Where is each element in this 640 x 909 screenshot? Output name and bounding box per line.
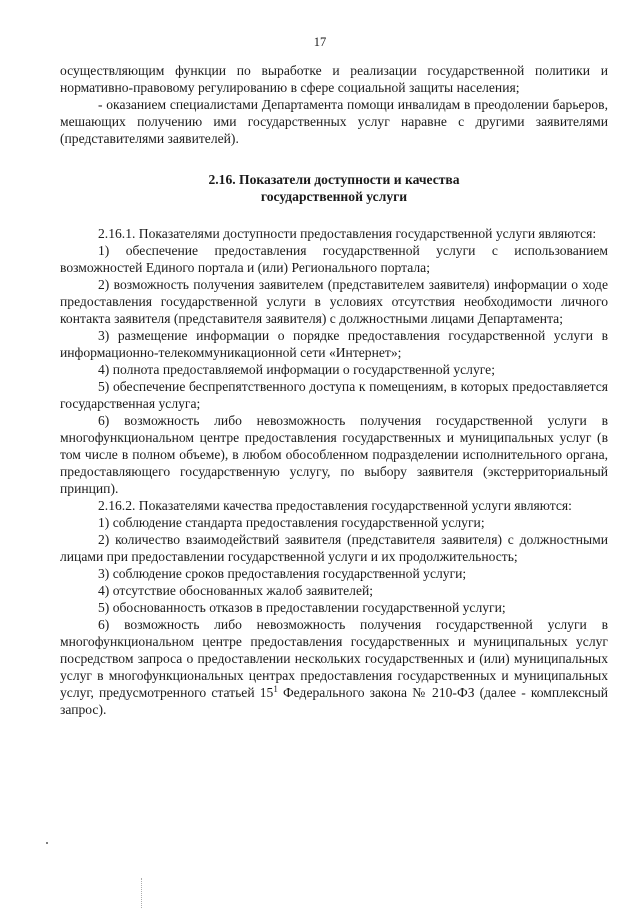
list-item: 4) полнота предоставляемой информации о государственной услуге; bbox=[98, 362, 495, 377]
paragraph-continuation: осуществляющим функции по выработке и реализации государственной политики и нормативно-правовому регулированию в сфере социальной защиты населения; bbox=[60, 63, 608, 95]
list-item-last bbox=[60, 616, 608, 718]
list-item-last-tail: Федерального закона № 210-ФЗ (далее - комплексный запрос). bbox=[60, 685, 608, 717]
list-item: 3) размещение информации о порядке предоставления государственной услуги в информационно-телекоммуникационной сети «Интернет»; bbox=[60, 328, 608, 360]
section-heading-line-1: 2.16. Показатели доступности и качества bbox=[208, 172, 460, 187]
list-item: 3) соблюдение сроков предоставления государственной услуги; bbox=[98, 566, 467, 581]
paragraph-assistance: - оказанием специалистами Департамента помощи инвалидам в преодолении барьеров, мешающих получению ими государственных услуг наравне с другими заявителями (представителями заявителей). bbox=[60, 97, 608, 146]
page-number: 17 bbox=[313, 35, 327, 49]
list-item: 4) отсутствие обоснованных жалоб заявителей; bbox=[98, 583, 374, 598]
list-item: 1) соблюдение стандарта предоставления государственной услуги; bbox=[98, 515, 485, 530]
scan-speck bbox=[46, 842, 48, 844]
list-item-last-text: 6) возможность либо невозможность получения государственной услуги в многофункциональном центре предоставления государственных и муниципальных услуг посредством запроса о предоставлении нескольких государственных и (или) муниципальных услуг в многофункциональных центрах предоставления государственных и муниципальных услуг, предусмотренного статьей 15 bbox=[60, 617, 608, 700]
list-item: 2) количество взаимодействий заявителя (представителя заявителя) с должностными лицами при предоставлении государственной услуги и их продолжительность; bbox=[60, 532, 608, 564]
section-heading bbox=[60, 171, 608, 205]
paragraph-2-16-2: 2.16.2. Показателями качества предоставления государственной услуги являются: bbox=[98, 498, 572, 513]
list-item: 5) обоснованность отказов в предоставлении государственной услуги; bbox=[98, 600, 506, 615]
section-heading-line-2: государственной услуги bbox=[260, 189, 408, 204]
list-item: 2) возможность получения заявителем (представителем заявителя) информации о ходе предоставления государственной услуги в условиях отсутствия необходимости личного контакта заявителя (представителя заявителя) с должностными лицами Департамента; bbox=[60, 277, 608, 326]
article-superscript: 1 bbox=[273, 684, 278, 694]
list-item: 5) обеспечение беспрепятственного доступа к помещениям, в которых предоставляется государственная услуга; bbox=[60, 379, 608, 411]
document-body bbox=[60, 62, 608, 718]
paragraph-2-16-1: 2.16.1. Показателями доступности предоставления государственной услуги являются: bbox=[98, 226, 597, 241]
list-item: 6) возможность либо невозможность получения государственной услуги в многофункциональном центре предоставления государственных и муниципальных услуг (в том числе в полном объеме), в любом обособленном подразделении исполнительного органа, предоставляющего государственную услугу, по выбору заявителя (экстерриториальный принцип). bbox=[60, 413, 608, 496]
list-item: 1) обеспечение предоставления государственной услуги с использованием возможностей Единого портала и (или) Регионального портала; bbox=[60, 243, 608, 275]
scan-artifact-dotted-line bbox=[141, 878, 143, 908]
